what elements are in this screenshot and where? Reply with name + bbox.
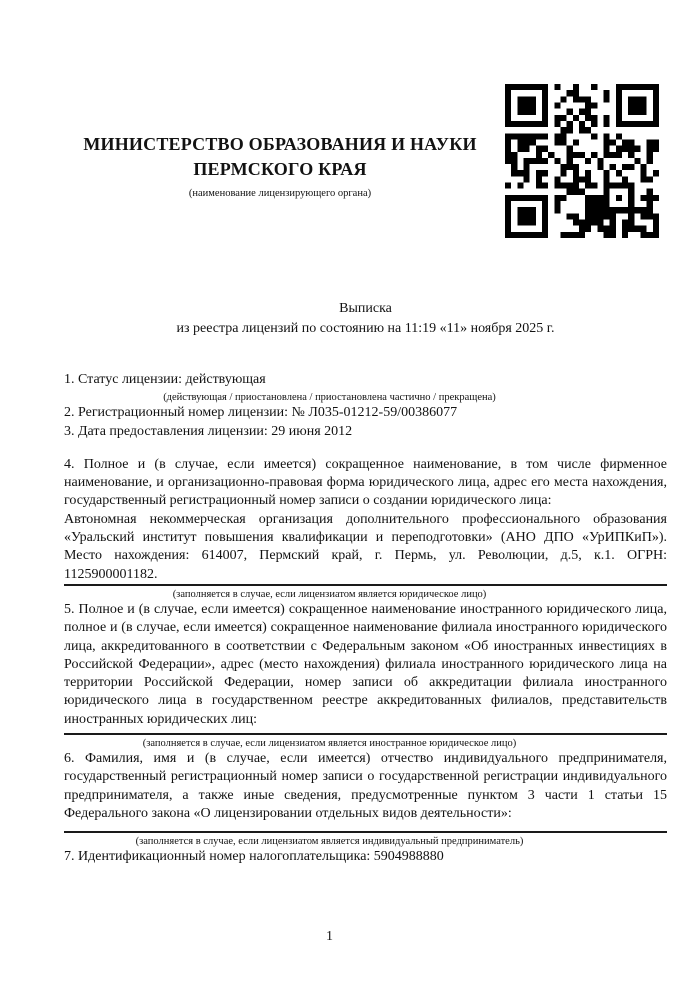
item-5-caption: (заполняется в случае, если лицензиатом является иностранное юридическое лицо) xyxy=(142,738,517,750)
item-6-entrepreneur: 6. Фамилия, имя и (в случае, если имеется) отчество индивидуального предпринимателя, государственный регистрационный номер записи о государственной регистрации индивидуального предпринимателя, а также иные сведения, предусмотренные пунктом 3 части 1 статьи 15 Федерального закона «О лицензировании отдельных видов деятельности»: xyxy=(64,751,667,821)
page-number: 1 xyxy=(326,929,333,944)
document-body xyxy=(64,371,667,867)
item-5-rule xyxy=(64,733,667,735)
item-4-label: 4. Полное и (в случае, если имеется) сокращенное наименование, в том числе фирменное наименование, и организационно-правовая форма юридического лица, адрес его места нахождения, государственный регистрационный номер записи о создании юридического лица: xyxy=(64,456,667,509)
item-1-license-status: 1. Статус лицензии: действующая xyxy=(64,372,266,387)
ministry-name-line2: ПЕРМСКОГО КРАЯ xyxy=(193,159,367,179)
item-6-rule xyxy=(64,831,667,833)
document-title xyxy=(64,299,667,339)
item-4-value: Автономная некоммерческая организация дополнительного профессионального образования «Уральский институт повышения квалификации и переподготовки» (АНО ДПО «УрИПКиП»). Место нахождения: 614007, Пермский край, г. Пермь, ул. Революции, д.5, к.1. ОГРН: 1125900001182. xyxy=(64,511,667,582)
document-title-line1: Выписка xyxy=(339,301,392,316)
item-4-legal-entity xyxy=(64,456,667,584)
item-4-caption: (заполняется в случае, если лицензиатом является юридическое лицо) xyxy=(172,588,487,600)
item-6-caption: (заполняется в случае, если лицензиатом является индивидуальный предприниматель) xyxy=(135,836,524,848)
ministry-name xyxy=(64,132,496,182)
qr-code xyxy=(505,84,659,238)
item-1-caption: (действующая / приостановлена / приостановлена частично / прекращена) xyxy=(163,392,496,404)
document-title-line2: из реестра лицензий по состоянию на 11:19 «11» ноября 2025 г. xyxy=(176,321,555,336)
item-4-rule xyxy=(64,584,667,586)
item-5-foreign-entity: 5. Полное и (в случае, если имеется) сокращенное наименование иностранного юридического лица, полное и (в случае, если имеется) сокращенное наименование филиала иностранного юридического лица, аккредитованного в соответствии с Федеральным законом «Об иностранных инвестициях в Российской Федерации», адрес (место нахождения) филиала иностранного юридического лица на территории Российской Федерации, номер записи об аккредитации филиала иностранного юридического лица в государственном реестре аккредитованных филиалов, представительств иностранных юридических лиц: xyxy=(64,601,667,727)
item-7-taxpayer-number: 7. Идентификационный номер налогоплательщика: 5904988880 xyxy=(64,849,444,865)
ministry-header xyxy=(64,132,496,200)
item-3-license-date: 3. Дата предоставления лицензии: 29 июня 2012 xyxy=(64,423,353,439)
ministry-caption: (наименование лицензирующего органа) xyxy=(188,188,372,199)
ministry-name-line1: МИНИСТЕРСТВО ОБРАЗОВАНИЯ И НАУКИ xyxy=(83,134,477,154)
item-2-registration-number: 2. Регистрационный номер лицензии: № Л035-01212-59/00386077 xyxy=(64,405,458,421)
